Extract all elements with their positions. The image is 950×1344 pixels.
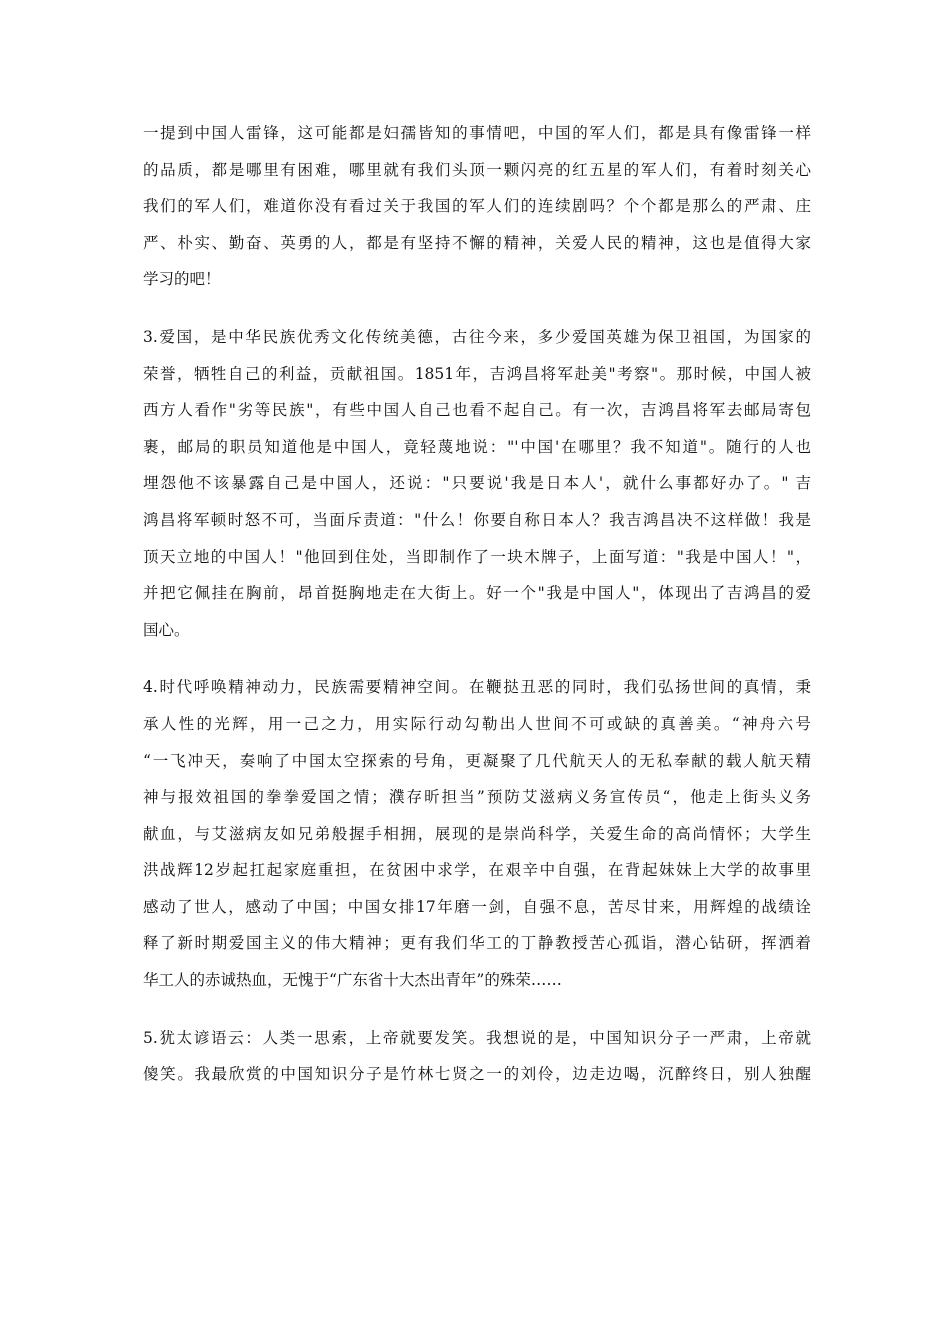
text-line: 承人性的光辉，用一己之力，用实际行动勾勒出人世间不可或缺的真善美。“神舟六号 <box>143 714 811 733</box>
text-line: 释了新时期爱国主义的伟大精神；更有我们华工的丁静教授苦心孤诣，潜心钻研，挥洒着 <box>143 934 811 953</box>
text-line: “一飞冲天，奏响了中国太空探索的号角，更凝聚了几代航天人的无私奉献的载人航天精 <box>143 751 811 770</box>
paragraph-5-jewish-proverb <box>143 1020 811 1093</box>
text-line: 华工人的赤诚热血，无愧于“广东省十大杰出青年”的殊荣…… <box>143 971 562 990</box>
text-line: 鸿昌将军顿时怒不可，当面斥责道："什么！你要自称日本人？我吉鸿昌决不这样做！我是 <box>143 510 811 529</box>
text-line: 严、朴实、勤奋、英勇的人，都是有坚持不懈的精神，关爱人民的精神，这也是值得大家 <box>143 233 811 252</box>
text-line: 感动了世人，感动了中国；中国女排17年磨一剑，自强不息，苦尽甘来，用辉煌的战绩诠 <box>143 897 811 916</box>
text-line: 并把它佩挂在胸前，昂首挺胸地走在大街上。好一个"我是中国人"，体现出了吉鸿昌的爱 <box>143 584 811 603</box>
text-line: 傻笑。我最欣赏的中国知识分子是竹林七贤之一的刘伶，边走边喝，沉醉终日，别人独醒 <box>143 1065 811 1084</box>
text-line: 4.时代呼唤精神动力，民族需要精神空间。在鞭挞丑恶的同时，我们弘扬世间的真情，秉 <box>143 678 811 697</box>
text-line: 我们的军人们，难道你没有看过关于我国的军人们的连续剧吗？个个都是那么的严肃、庄 <box>143 197 811 216</box>
document-body <box>143 115 811 1114</box>
text-line: 西方人看作"劣等民族"，有些中国人自己也看不起自己。有一次，吉鸿昌将军去邮局寄包 <box>143 401 811 420</box>
text-line: 裹，邮局的职员知道他是中国人，竟轻蔑地说："'中国'在哪里？我不知道"。随行的人也 <box>143 437 811 456</box>
text-line: 埋怨他不该暴露自己是中国人，还说："只要说'我是日本人'，就什么事都好办了。" 吉 <box>143 474 811 493</box>
text-line: 献血，与艾滋病友如兄弟般握手相拥，展现的是崇尚科学，关爱生命的高尚情怀；大学生 <box>143 824 811 843</box>
text-line: 学习的吧！ <box>143 270 221 289</box>
text-line: 国心。 <box>143 620 190 639</box>
text-line: 5.犹太谚语云：人类一思索，上帝就要发笑。我想说的是，中国知识分子一严肃，上帝就 <box>143 1028 811 1047</box>
text-line: 3.爱国，是中华民族优秀文化传统美德，古往今来，多少爱国英雄为保卫祖国，为国家的 <box>143 327 811 346</box>
paragraph-4-spirit <box>143 669 811 998</box>
paragraph-3-ji-hongchang <box>143 319 811 648</box>
text-line: 洪战辉12岁起扛起家庭重担，在贫困中求学，在艰辛中自强，在背起妹妹上大学的故事里 <box>143 861 811 880</box>
text-line: 的品质，都是哪里有困难，哪里就有我们头顶一颗闪亮的红五星的军人们，有着时刻关心 <box>143 160 811 179</box>
paragraph-lei-feng <box>143 115 811 298</box>
text-line: 一提到中国人雷锋，这可能都是妇孺皆知的事情吧，中国的军人们，都是具有像雷锋一样 <box>143 124 811 142</box>
text-line: 顶天立地的中国人！"他回到住处，当即制作了一块木牌子，上面写道："我是中国人！"， <box>143 547 811 566</box>
text-line: 荣誉，牺牲自己的利益，贡献祖国。1851年，吉鸿昌将军赴美"考察"。那时候，中国人被 <box>143 364 811 383</box>
text-line: 神与报效祖国的拳拳爱国之情；濮存昕担当”预防艾滋病义务宣传员“，他走上街头义务 <box>143 788 811 807</box>
